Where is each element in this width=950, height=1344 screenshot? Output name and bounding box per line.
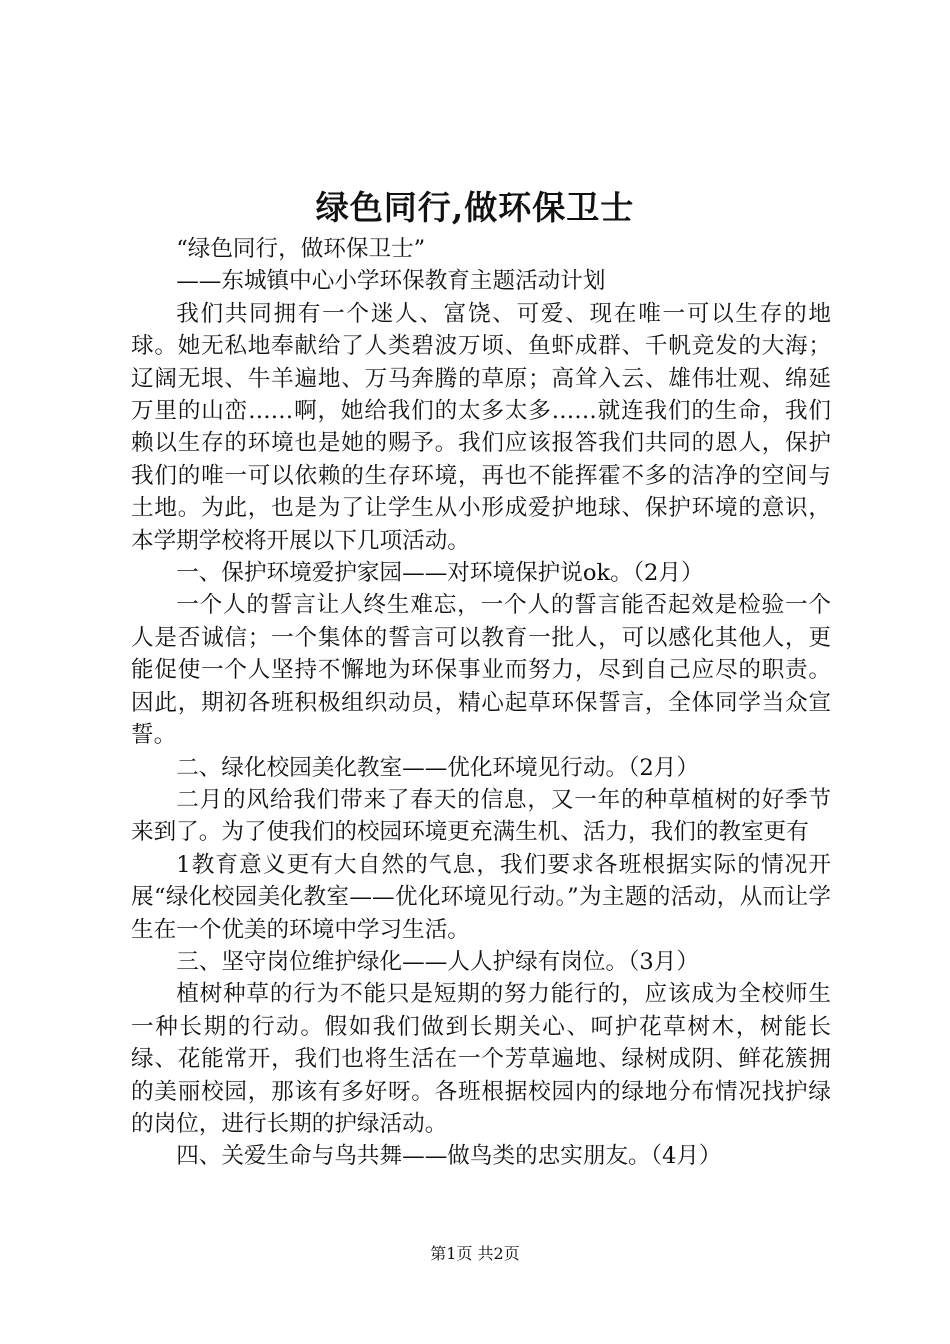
subtitle-plan: ——东城镇中心小学环保教育主题活动计划: [176, 268, 606, 295]
document-body: [131, 233, 831, 1173]
page-title: 绿色同行,做环保卫士: [315, 188, 635, 227]
section-paragraph-2b: 1教育意义更有大自然的气息，我们要求各班根据实际的情况开展“绿化校园美化教室——优化环境见行动。”为主题的活动，从而让学生在一个优美的环境中学习生活。: [131, 851, 831, 943]
page-footer: 第1页 共2页: [430, 1244, 520, 1263]
section-heading-2: 二、绿化校园美化教室——优化环境见行动。（2月）: [176, 754, 699, 781]
intro-paragraph: 我们共同拥有一个迷人、富饶、可爱、现在唯一可以生存的地球。她无私地奉献给了人类碧波万顷、鱼虾成群、千帆竞发的大海；辽阔无垠、牛羊遍地、万马奔腾的草原；高耸入云、雄伟壮观、绵延万里的山峦……啊，她给我们的太多太多……就连我们的生命，我们赖以生存的环境也是她的赐予。我们应该报答我们共同的恩人，保护我们的唯一可以依赖的生存环境，再也不能挥霍不多的洁净的空间与土地。为此，也是为了让学生从小形成爱护地球、保护环境的意识，本学期学校将开展以下几项活动。: [131, 300, 831, 554]
section-paragraph-2a: 二月的风给我们带来了春天的信息，又一年的种草植树的好季节来到了。为了使我们的校园环境更充满生机、活力，我们的教室更有: [131, 786, 831, 846]
subtitle-quote: “绿色同行，做环保卫士”: [176, 236, 426, 262]
section-heading-3: 三、坚守岗位维护绿化——人人护绿有岗位。（3月）: [176, 948, 699, 975]
section-heading-1: 一、保护环境爱护家园——对环境保护说ok。（2月）: [176, 560, 704, 587]
section-paragraph-1: 一个人的誓言让人终生难忘，一个人的誓言能否起效是检验一个人是否诚信；一个集体的誓言可以教育一批人，可以感化其他人，更能促使一个人坚持不懈地为环保事业而努力，尽到自己应尽的职责。因此，期初各班积极组织动员，精心起草环保誓言，全体同学当众宣誓。: [131, 592, 831, 749]
section-heading-4: 四、关爱生命与鸟共舞——做鸟类的忠实朋友。（4月）: [176, 1143, 722, 1170]
section-paragraph-3: 植树种草的行为不能只是短期的努力能行的，应该成为全校师生一种长期的行动。假如我们做到长期关心、呵护花草树木，树能长绿、花能常开，我们也将生活在一个芳草遍地、绿树成阴、鲜花簇拥的美丽校园，那该有多好呀。各班根据校园内的绿地分布情况找护绿的岗位，进行长期的护绿活动。: [131, 981, 831, 1137]
